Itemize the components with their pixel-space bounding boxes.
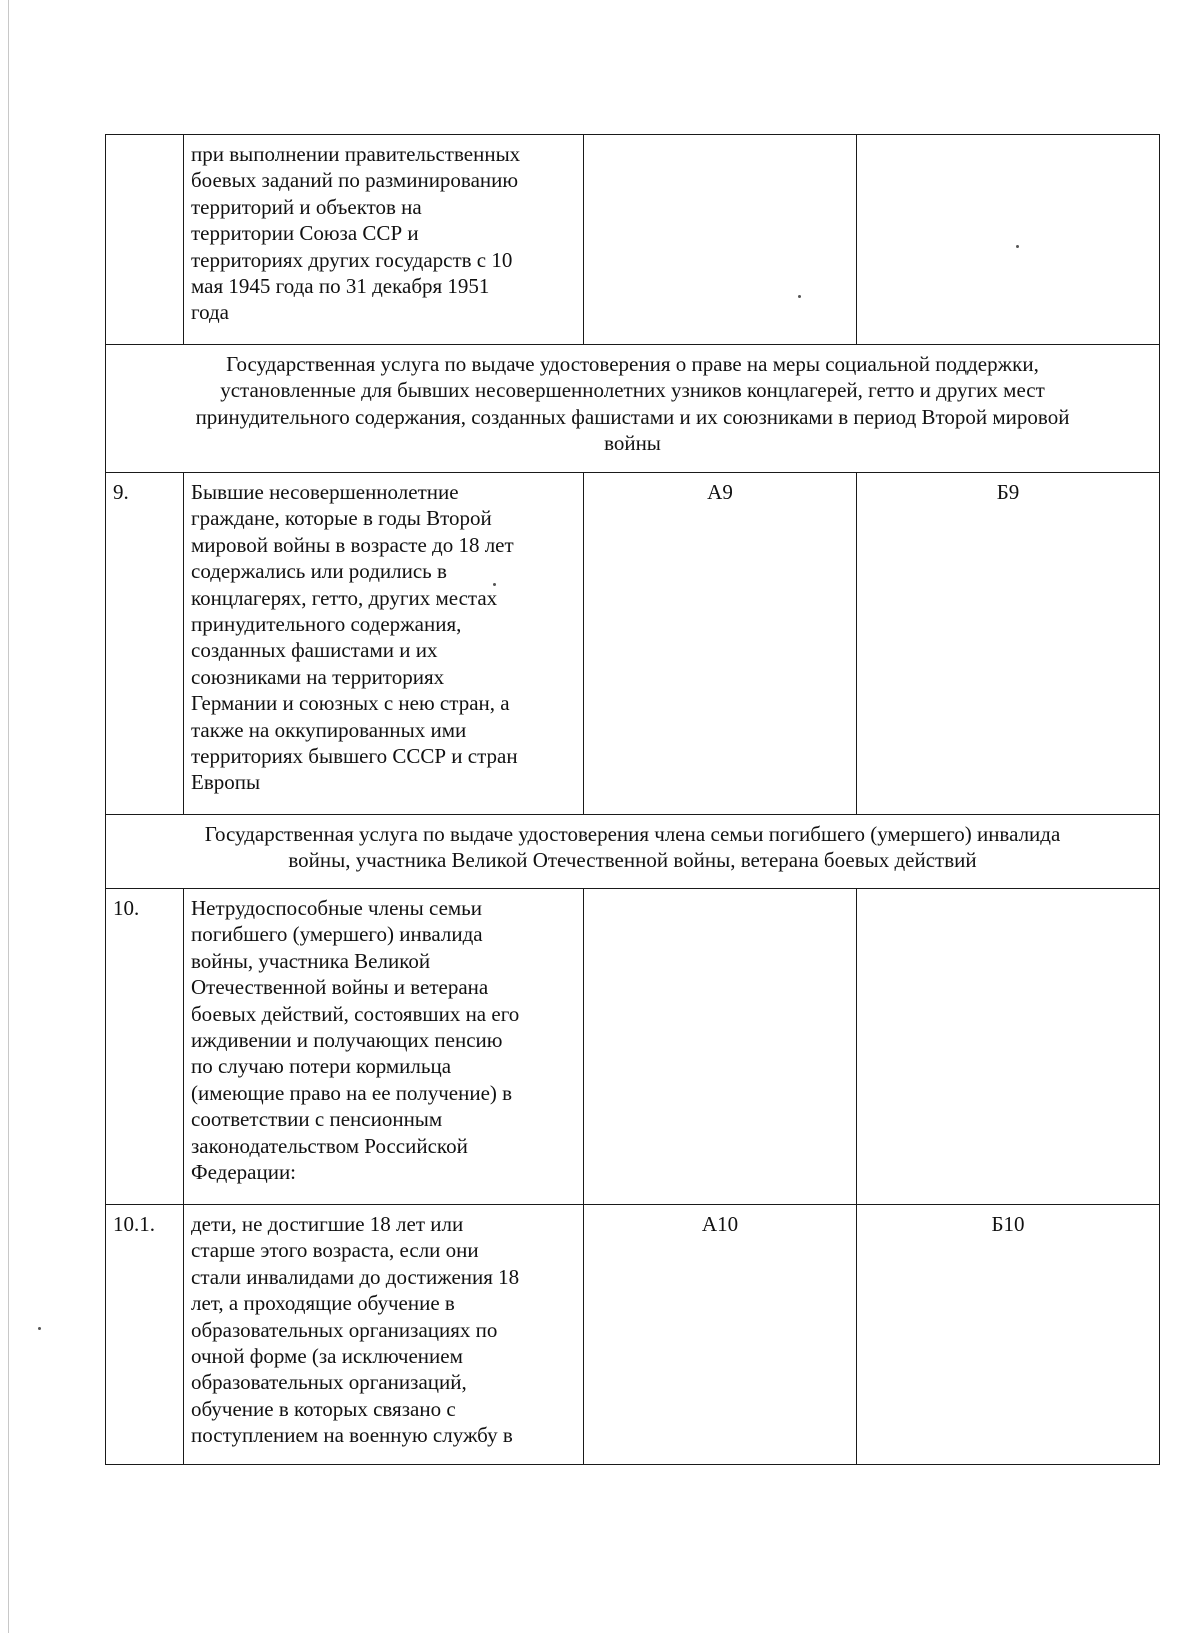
table-row xyxy=(106,473,1160,815)
code-b-cell xyxy=(857,135,1160,345)
section-header-9: Государственная услуга по выдаче удостоверения о праве на меры социальной поддержки, установленные для бывших несовершеннолетних узников концлагерей, гетто и других мест принудительного содержания, созданных фашистами и их союзниками в период Второй мировой войны xyxy=(106,345,1160,473)
code-b-cell xyxy=(857,889,1160,1205)
row-number: 10. xyxy=(106,889,184,1205)
row-description: Нетрудоспособные члены семьи погибшего (умершего) инвалида войны, участника Великой Отечественной войны и ветерана боевых действий, состоявших на его иждивении и получающих пенсию по случаю потери кормильца (имеющие право на ее получение) в соответствии с пенсионным законодательством Российской Федерации: xyxy=(184,889,584,1205)
scan-speck xyxy=(38,1327,41,1330)
table-row xyxy=(106,1205,1160,1465)
code-a: А10 xyxy=(584,1205,857,1465)
row-number: 10.1. xyxy=(106,1205,184,1465)
code-a: А9 xyxy=(584,473,857,815)
table-row xyxy=(106,135,1160,345)
row-description: дети, не достигшие 18 лет или старше этого возраста, если они стали инвалидами до достижения 18 лет, а проходящие обучение в образовательных организациях по очной форме (за исключением образовательных организаций, обучение в которых связано с поступлением на военную службу в xyxy=(184,1205,584,1465)
row-description: при выполнении правительственных боевых заданий по разминированию территорий и объектов на территории Союза ССР и территориях других государств с 10 мая 1945 года по 31 декабря 1951 года xyxy=(184,135,584,345)
scan-edge-line xyxy=(8,0,9,1633)
code-b: Б9 xyxy=(857,473,1160,815)
section-header-row xyxy=(106,815,1160,889)
code-b: Б10 xyxy=(857,1205,1160,1465)
table-row xyxy=(106,889,1160,1205)
code-a-cell xyxy=(584,889,857,1205)
section-header-row xyxy=(106,345,1160,473)
row-number: 9. xyxy=(106,473,184,815)
code-a-cell xyxy=(584,135,857,345)
services-table xyxy=(105,134,1160,1465)
row-number-cell xyxy=(106,135,184,345)
row-description: Бывшие несовершеннолетние граждане, которые в годы Второй мировой войны в возрасте до 18 лет содержались или родились в концлагерях, гетто, других местах принудительного содержания, созданных фашистами и их союзниками на территориях Германии и союзных с нею стран, а также на оккупированных ими территориях бывшего СССР и стран Европы xyxy=(184,473,584,815)
section-header-10: Государственная услуга по выдаче удостоверения члена семьи погибшего (умершего) инвалида войны, участника Великой Отечественной войны, ветерана боевых действий xyxy=(106,815,1160,889)
